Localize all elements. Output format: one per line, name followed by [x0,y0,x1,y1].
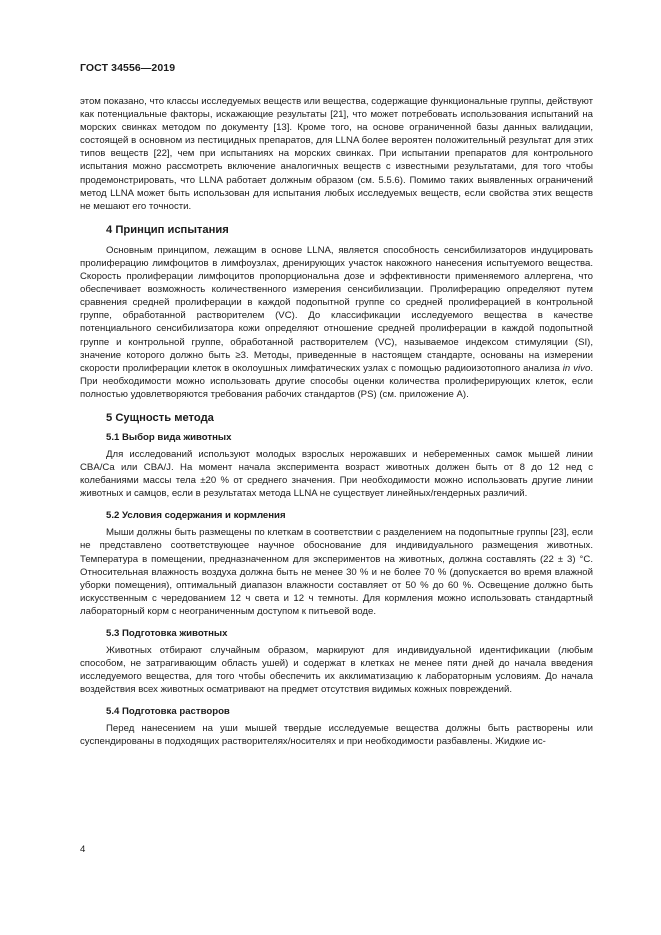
subsection-5-1-paragraph: Для исследований используют молодых взрослых нерожавших и небеременных самок мышей линии CBA/Ca или CBA/J. На момент начала эксперимента возраст животных должен быть от 8 до 12 нед с колебаниями массы тела ±20 % от среднего значения. При необходимости можно использовать другие линии животных и самцов, если в результатах метода LLNA не существует линейных/гендерных различий. [80,448,593,500]
subsection-5-4-paragraph: Перед нанесением на уши мышей твердые исследуемые вещества должны быть растворены или суспендированы в подходящих растворителях/носителях и при необходимости разбавлены. Жидкие ис- [80,723,593,748]
subsection-5-3-paragraph: Животных отбирают случайным образом, маркируют для индивидуальной идентификации (любым способом, не затрагивающим область ушей) и содержат в клетках не менее пяти дней до начала введения исследуемого вещества, для того чтобы обеспечить их акклиматизацию к лабораторным условиям. До начала воздействия всех животных осматривают на предмет отсутствия видимых кожных повреждений. [80,645,593,696]
subsection-5-4-heading: 5.4 Подготовка растворов [106,706,230,718]
document-code-header: ГОСТ 34556—2019 [80,62,176,74]
section-4-paragraph [80,244,593,401]
subsection-5-2-heading: 5.2 Условия содержания и кормления [106,510,286,522]
section-4-italic-term: in vivo [562,362,591,374]
page-number: 4 [80,844,86,855]
subsection-5-2-paragraph: Мыши должны быть размещены по клеткам в соответствии с разделением на подопытные группы [23], если не представлено соответствующее научное обоснование для индивидуального размещения животных. Температура в помещении, предназначенном для экспериментов на животных, должна составлять (22 ± 3) °С. Относительная влажность воздуха должна быть не менее 30 % и не более 70 % (допускается во время влажной уборки помещения), оптимальный диапазон влажности составляет от 50 % до 60 %. Освещение должно быть искусственным с чередованием 12 ч света и 12 ч темноты. Для кормления можно использовать стандартный лабораторный корм с неограниченным доступом к питьевой воде. [80,527,593,617]
section-4-text-part2: . При необходимости можно использовать другие способы оценки количества пролиферирующих клеток, если полностью удовлетворяются требования рабочих стандартов (PS) (см. приложение А). [80,362,593,400]
subsection-5-3-heading: 5.3 Подготовка животных [106,628,228,639]
intro-paragraph: этом показано, что классы исследуемых веществ или вещества, содержащие функциональные группы, действуют как потенциальные факторы, искажающие результаты [21], что может потребовать использования испытаний на морских свинках методом по документу [13]. Кроме того, на основе ограниченной базы данных валидации, состоящей в основном из пестицидных препаратов, для LLNA более вероятен положительный результат для этих типов веществ [22], чем при испытаниях на морских свинках. При испытании препаратов для контрольного испытания можно рассмотреть включение аналогичных веществ с известными результатами, для того чтобы продемонстрировать, что LLNA работает должным образом (см. 5.5.6). Помимо таких выявленных ограничений метод LLNA может быть использован для испытания любых исследуемых веществ, если свойства этих веществ не мешают его точности. [80,96,593,212]
page-content [80,95,593,749]
section-4-text-part1: Основным принципом, лежащим в основе LLNA, является способность сенсибилизаторов индуцировать пролиферацию лимфоцитов в лимфоузлах, дренирующих участок накожного нанесения испытуемого вещества. Скорость пролиферации лимфоцитов пропорциональна дозе и эффективности применяемого аллергена, что обеспечивает возможность количественного измерения сенсибилизации. Пролиферацию определяют путем сравнения средней пролиферации в каждой подопытной группе со средней пролиферацией в контрольной группе, обработанной растворителем (VC). До классификации исследуемого вещества в качестве потенциального сенсибилизатора кожи определяют отношение средней пролиферации в каждой подопытной группе и контрольной группе, обработанной растворителем (VC), называемое индексом стимуляции (SI), значение которого должно быть ≥3. Методы, приведенные в настоящем стандарте, основаны на измерении скорости пролиферации клеток в околоушных лимфатических узлах с помощью радиоизотопного анализа [80,244,593,374]
subsection-5-1-heading: 5.1 Выбор вида животных [106,431,232,443]
section-5-heading: 5 Сущность метода [106,411,214,424]
section-4-heading: 4 Принцип испытания [106,223,229,236]
